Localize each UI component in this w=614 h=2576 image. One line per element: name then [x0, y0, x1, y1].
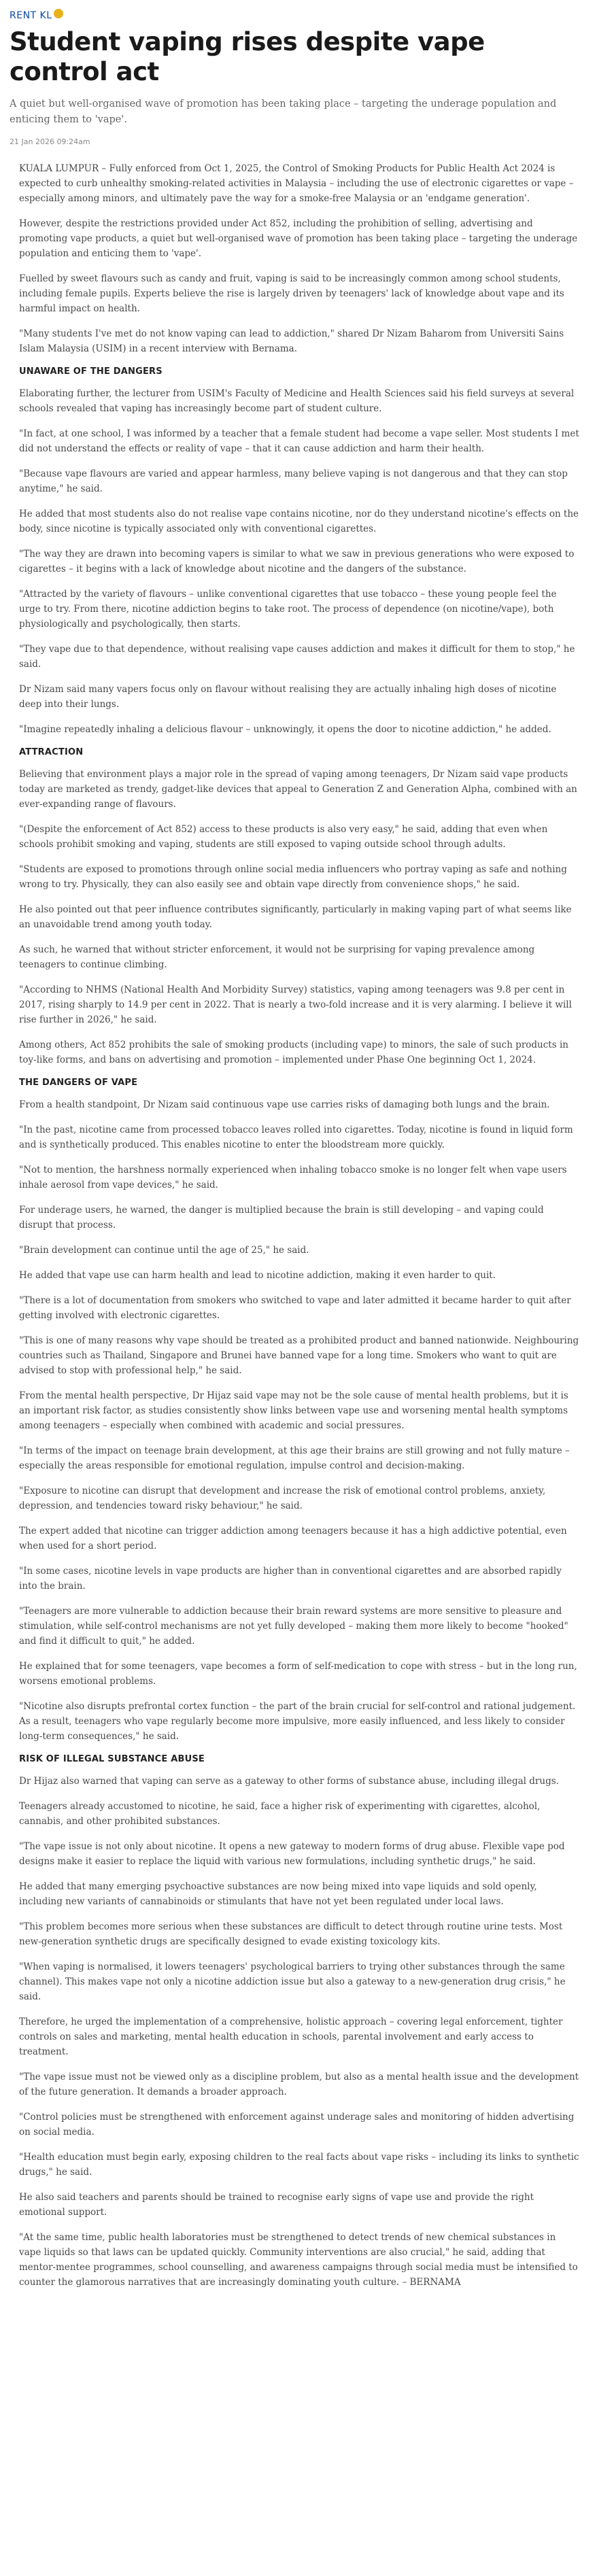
article-paragraph: "The vape issue is not only about nicotine. It opens a new gateway to modern forms of drug abuse. Flexible vape pod designs make it easier to replace the liquid with various new formulations, including synthetic drugs," he said.	[19, 1841, 565, 1867]
article-paragraph: "In fact, at one school, I was informed by a teacher that a female student had become a vape seller. Most students I met did not understand the effects or reality of vape – that it can cause addiction and harm their health.	[19, 428, 579, 454]
article-title: Student vaping rises despite vape control act	[10, 27, 485, 86]
article-paragraph: "Students are exposed to promotions through online social media influencers who portray vaping as safe and nothing wrong to try. Physically, they can also easily see and obtain vape directly from convenience shops," he said.	[19, 864, 567, 890]
article-paragraph: "Health education must begin early, exposing children to the real facts about vape risks – including its links to synthetic drugs," he said.	[19, 2152, 579, 2178]
article-paragraph: "At the same time, public health laboratories must be strengthened to detect trends of new chemical substances in vape liquids so that laws can be updated quickly. Community interventions are also crucial," he said, adding that mentor-mentee programmes, school counselling, and awareness campaigns through social media must be intensified to counter the glamorous narratives that are increasingly dominating youth culture. – BERNAMA	[19, 2232, 578, 2288]
article-paragraph: He added that many emerging psychoactive substances are now being mixed into vape liquids and sold openly, including new variants of cannabinoids or stimulants that have not yet been regulated under local laws.	[19, 1881, 537, 1907]
section-heading: THE DANGERS OF VAPE	[19, 1078, 138, 1088]
article-paragraph: From the mental health perspective, Dr Hijaz said vape may not be the sole cause of mental health problems, but it is an important risk factor, as studies consistently show links between vape use and worsening mental health symptoms among teenagers – especially when combined with academic and social pressures.	[19, 1390, 568, 1431]
article-paragraph: For underage users, he warned, the danger is multiplied because the brain is still developing – and vaping could disrupt that process.	[19, 1205, 544, 1231]
article-paragraph: "Not to mention, the harshness normally experienced when inhaling tobacco smoke is no longer felt when vape users inhale aerosol from vape devices," he said.	[19, 1165, 567, 1190]
article-paragraph: "Attracted by the variety of flavours – unlike conventional cigarettes that use tobacco – these young people feel the urge to try. From there, nicotine addiction begins to take root. The process of dependence (on nicotine/vape), both physiologically and psychologically, then starts.	[19, 589, 557, 630]
article-paragraph: "Nicotine also disrupts prefrontal cortex function – the part of the brain crucial for self-control and rational judgement. As a result, teenagers who vape regularly become more impulsive, more easily influenced, and less likely to consider long-term consequences," he said.	[19, 1701, 576, 1742]
article-paragraph: Therefore, he urged the implementation of a comprehensive, holistic approach – covering legal enforcement, tighter controls on sales and marketing, mental health education in schools, parental involvement and early access to treatment.	[19, 2016, 563, 2057]
article-paragraph: Believing that environment plays a major role in the spread of vaping among teenagers, Dr Nizam said vape products today are marketed as trendy, gadget-like devices that appeal to Generation Z and Generation Alpha, combined with an ever-expanding range of flavours.	[19, 769, 577, 810]
site-logo[interactable]	[10, 5, 585, 26]
section-heading: UNAWARE OF THE DANGERS	[19, 366, 163, 377]
article-paragraph: He also said teachers and parents should be trained to recognise early signs of vape use and provide the right emotional support.	[19, 2192, 534, 2218]
article-paragraph: "Exposure to nicotine can disrupt that development and increase the risk of emotional control problems, anxiety, depression, and tendencies toward risky behaviour," he said.	[19, 1486, 546, 1511]
section-heading: RISK OF ILLEGAL SUBSTANCE ABUSE	[19, 1754, 205, 1764]
article-paragraph: Elaborating further, the lecturer from USIM's Faculty of Medicine and Health Sciences said his field surveys at several schools revealed that vaping has increasingly become part of student culture.	[19, 388, 575, 414]
article-paragraph: Fuelled by sweet flavours such as candy and fruit, vaping is said to be increasingly common among school students, including female pupils. Experts believe the rise is largely driven by teenagers' lack of knowledge about vape and its harmful impact on health.	[19, 273, 564, 314]
article-paragraph: "Control policies must be strengthened with enforcement against underage sales and monitoring of hidden advertising on social media.	[19, 2112, 575, 2137]
article-paragraph: Dr Nizam said many vapers focus only on flavour without realising they are actually inhaling high doses of nicotine deep into their lungs.	[19, 684, 557, 710]
article-paragraph: Among others, Act 852 prohibits the sale of smoking products (including vape) to minors, the sale of such products in toy-like forms, and bans on advertising and promotion – implemented under Phase One beginning Oct 1, 2024.	[19, 1040, 568, 1065]
article-paragraph: He added that most students also do not realise vape contains nicotine, nor do they understand nicotine's effects on the body, since nicotine is typically associated only with conventional cigarettes.	[19, 509, 579, 534]
article-date: 21 Jan 2026 09:24am	[10, 137, 90, 146]
article-paragraph: "(Despite the enforcement of Act 852) access to these products is also very easy," he said, adding that even when schools prohibit smoking and vaping, students are still exposed to vaping outside school through adults.	[19, 824, 548, 850]
article-paragraph: "According to NHMS (National Health And Morbidity Survey) statistics, vaping among teenagers was 9.8 per cent in 2017, rising sharply to 14.9 per cent in 2022. That is nearly a two-fold increase and it is very alarming. I believe it will rise further in 2026," he said.	[19, 984, 572, 1025]
article-paragraph: "The vape issue must not be viewed only as a discipline problem, but also as a mental health issue and the development of the future generation. It demands a broader approach.	[19, 2072, 579, 2097]
article-paragraph: "They vape due to that dependence, without realising vape causes addiction and makes it difficult for them to stop," he said.	[19, 644, 575, 670]
article-paragraph: "Teenagers are more vulnerable to addiction because their brain reward systems are more sensitive to pleasure and stimulation, while self-control mechanisms are not yet fully developed – making them more likely to become "hooked" and find it difficult to quit," he added.	[19, 1606, 568, 1647]
article-body	[10, 161, 585, 2290]
section-heading: ATTRACTION	[19, 747, 84, 757]
article-paragraph: "Because vape flavours are varied and appear harmless, many believe vaping is not dangerous and that they can stop anytime," he said.	[19, 468, 568, 494]
article-paragraph: Dr Hijaz also warned that vaping can serve as a gateway to other forms of substance abuse, including illegal drugs.	[19, 1776, 559, 1787]
article-paragraph: Teenagers already accustomed to nicotine, he said, face a higher risk of experimenting with cigarettes, alcohol, cannabis, and other prohibited substances.	[19, 1801, 541, 1827]
article-paragraph: "This is one of many reasons why vape should be treated as a prohibited product and banned nationwide. Neighbouring countries such as Thailand, Singapore and Brunei have banned vape for a long time. Smokers who want to quit are advised to stop with professional help," he said.	[19, 1335, 579, 1376]
article-paragraph: "Many students I've met do not know vaping can lead to addiction," shared Dr Nizam Baharom from Universiti Sains Islam Malaysia (USIM) in a recent interview with Bernama.	[19, 328, 564, 354]
article-paragraph: From a health standpoint, Dr Nizam said continuous vape use carries risks of damaging both lungs and the brain.	[19, 1099, 550, 1110]
article-paragraph: He also pointed out that peer influence contributes significantly, particularly in making vaping part of what seems like an unavoidable trend among youth today.	[19, 904, 572, 930]
article-paragraph: "This problem becomes more serious when these substances are difficult to detect through routine urine tests. Most new-generation synthetic drugs are specifically designed to evade existing toxicology kits.	[19, 1921, 563, 1947]
article-subtitle: A quiet but well-organised wave of promotion has been taking place – targeting the underage population and enticing them to 'vape'.	[10, 99, 557, 125]
article-paragraph: The expert added that nicotine can trigger addiction among teenagers because it has a high addictive potential, even when used for a short period.	[19, 1526, 567, 1551]
article-paragraph: "The way they are drawn into becoming vapers is similar to what we saw in previous generations who were exposed to cigarettes – it begins with a lack of knowledge about nicotine and the dangers of the substance.	[19, 549, 575, 574]
article-paragraph: "In the past, nicotine came from processed tobacco leaves rolled into cigarettes. Today, nicotine is found in liquid form and is synthetically produced. This enables nicotine to enter the bloodstream more quickly.	[19, 1124, 573, 1150]
logo-text: RENT KL	[10, 10, 52, 21]
article-paragraph: "Imagine repeatedly inhaling a delicious flavour – unknowingly, it opens the door to nicotine addiction," he added.	[19, 724, 551, 735]
article-paragraph: As such, he warned that without stricter enforcement, it would not be surprising for vaping prevalence among teenagers to continue climbing.	[19, 944, 535, 970]
logo-badge-icon	[54, 9, 63, 18]
article-paragraph: However, despite the restrictions provided under Act 852, including the prohibition of selling, advertising and promoting vape products, a quiet but well-organised wave of promotion has been taking place – targeting the underage population and enticing them to 'vape'.	[19, 218, 578, 259]
article-paragraph: He added that vape use can harm health and lead to nicotine addiction, making it even harder to quit.	[19, 1270, 496, 1281]
article-paragraph: "When vaping is normalised, it lowers teenagers' psychological barriers to trying other substances through the same channel). This makes vape not only a nicotine addiction issue but also a gateway to a new-generation drug crisis," he said.	[19, 1961, 566, 2002]
article-paragraph: "In terms of the impact on teenage brain development, at this age their brains are still growing and not fully mature – especially the areas responsible for emotional regulation, impulse control and decision-making.	[19, 1445, 570, 1471]
article-paragraph: KUALA LUMPUR – Fully enforced from Oct 1, 2025, the Control of Smoking Products for Public Health Act 2024 is expected to curb unhealthy smoking-related activities in Malaysia – including the use of electronic cigarettes or vape – especially among minors, and ultimately pave the way for a smoke-free Malaysia or an 'endgame generation'.	[19, 163, 574, 204]
article-paragraph: "In some cases, nicotine levels in vape products are higher than in conventional cigarettes and are absorbed rapidly into the brain.	[19, 1566, 562, 1592]
article-paragraph: He explained that for some teenagers, vape becomes a form of self-medication to cope with stress – but in the long run, worsens emotional problems.	[19, 1661, 577, 1687]
article-paragraph: "There is a lot of documentation from smokers who switched to vape and later admitted it became harder to quit after getting involved with electronic cigarettes.	[19, 1295, 571, 1321]
article-paragraph: "Brain development can continue until the age of 25," he said.	[19, 1245, 309, 1256]
